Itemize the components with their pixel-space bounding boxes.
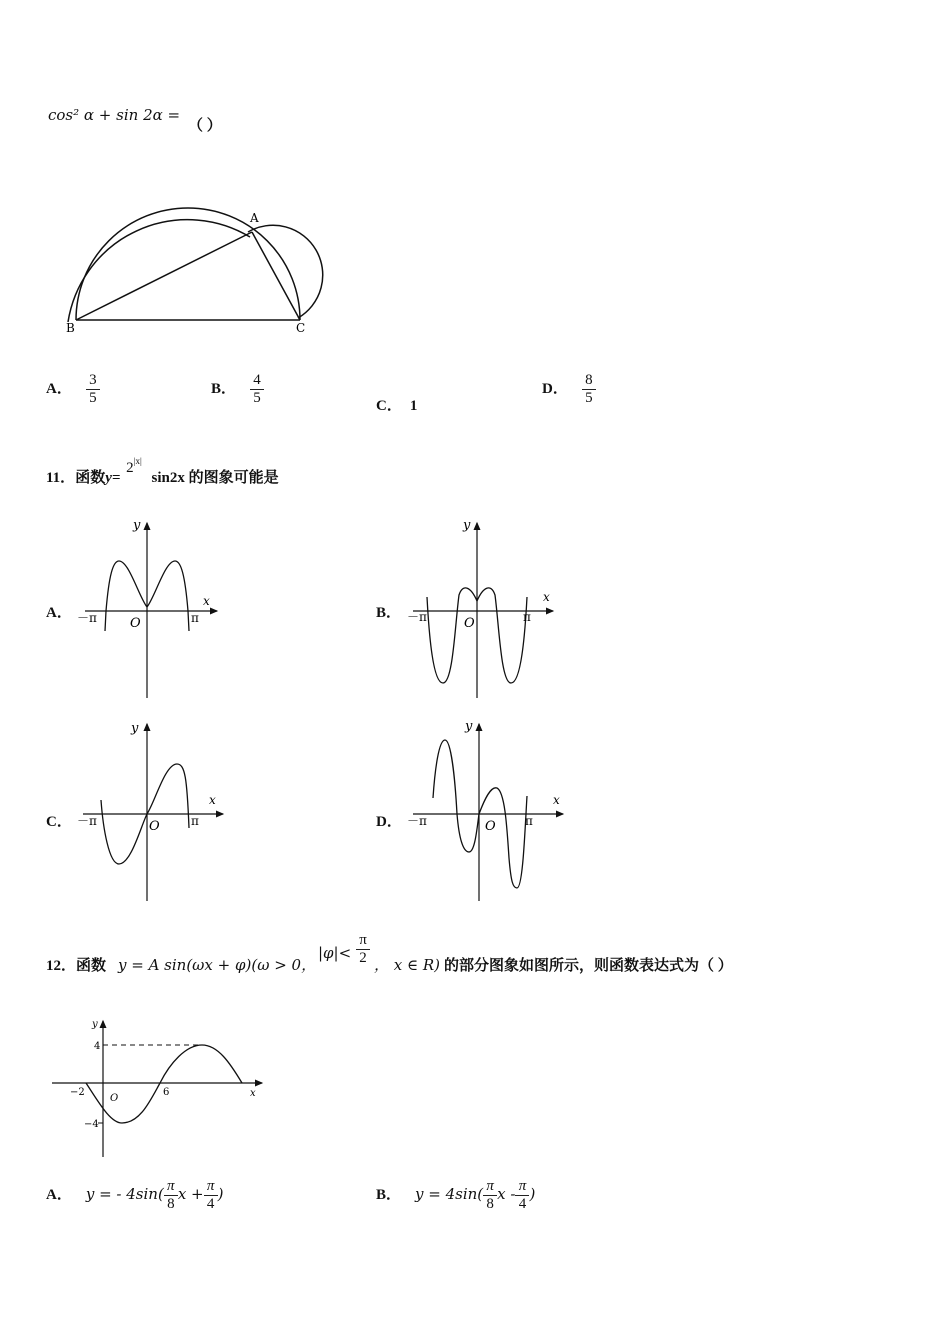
svg-text:4: 4 (94, 1041, 101, 1052)
svg-text:－π: －π (77, 814, 97, 828)
q10-point-c-label: C (296, 321, 306, 335)
svg-text:π: π (191, 611, 199, 625)
q11-number: 11． (46, 470, 76, 486)
q10-point-a-label: A (250, 211, 259, 225)
svg-text:y: y (131, 721, 139, 736)
svg-text:x: x (553, 793, 560, 807)
svg-text:y: y (92, 1019, 98, 1030)
q10-option-b[interactable] (211, 372, 264, 407)
q10-option-a-fraction: $\frac{3}{5}$ (86, 372, 100, 407)
svg-text:x: x (209, 793, 216, 807)
svg-text:O: O (110, 1093, 119, 1104)
svg-text:－π: －π (407, 814, 427, 828)
q12-phi-condition: |φ|< (318, 944, 352, 962)
q11-option-d-label[interactable]: D． (376, 814, 402, 830)
q11-option-c-label[interactable]: C． (46, 814, 72, 830)
q11-graph-c (75, 718, 235, 903)
svg-text:－π: －π (407, 610, 427, 624)
q11-graph-d (405, 718, 575, 903)
svg-text:x: x (543, 590, 550, 604)
q10-option-a-label: A． (46, 381, 72, 398)
q10-option-c-label: C． (376, 398, 402, 414)
q12-option-a-label: A． (46, 1187, 72, 1204)
q10-option-a[interactable] (46, 372, 100, 407)
q12-stem-tail: 的部分图象如图所示，则函数表达式为（ ） (444, 958, 733, 974)
q11-graph-a (75, 515, 225, 700)
q11-exponent: |x| (133, 456, 142, 466)
q12-stem: 12．函数 (46, 958, 107, 974)
q12-function: y = A sin(ωx + φ)(ω > 0， (118, 956, 317, 974)
q10-option-c[interactable] (376, 394, 417, 415)
q10-point-b-label: B (66, 321, 75, 335)
svg-text:x: x (250, 1088, 256, 1099)
svg-text:O: O (464, 616, 475, 631)
q12-option-a[interactable]: A． y = - 4sin( $\frac{\pi}{8}$ x + $\frac{\pi}{4}$ ) (46, 1178, 224, 1212)
svg-text:－π: －π (77, 611, 97, 625)
q11-func: sin2x (151, 470, 185, 486)
svg-text:−2: −2 (70, 1087, 85, 1098)
svg-text:6: 6 (163, 1087, 170, 1098)
q12-domain: ， x ∈ R) (374, 956, 441, 974)
q11-stem: 11．函数$y= 2^{|x|}$ sin2x 的图象可能是 (46, 456, 279, 486)
svg-text:y: y (133, 518, 141, 533)
svg-text:O: O (485, 819, 496, 834)
q11-option-b-label[interactable]: B． (376, 605, 402, 621)
svg-text:π: π (523, 610, 531, 624)
q10-option-c-value: 1 (409, 398, 418, 414)
svg-text:y: y (465, 719, 473, 734)
q12-option-b-label: B． (376, 1187, 402, 1204)
q11-base: 2 (126, 460, 134, 476)
q12-number: 12． (46, 958, 77, 974)
svg-text:y: y (463, 518, 471, 533)
q12-option-b[interactable]: B． y = 4sin( $\frac{\pi}{8}$ x - $\frac{\pi}{4}$ ) (376, 1178, 536, 1212)
svg-text:O: O (149, 819, 160, 834)
q10-option-b-fraction: $\frac{4}{5}$ (250, 372, 264, 407)
q12-graph (50, 1015, 270, 1160)
svg-text:x: x (203, 594, 210, 608)
q11-option-a-label[interactable]: A． (46, 605, 72, 621)
svg-text:π: π (525, 814, 533, 828)
svg-text:π: π (191, 814, 199, 828)
q10-option-b-label: B． (211, 381, 237, 398)
svg-text:−4: −4 (84, 1119, 99, 1130)
q10-option-d[interactable] (542, 372, 596, 407)
svg-text:O: O (130, 616, 141, 631)
q10-option-d-label: D． (542, 381, 568, 398)
q10-option-d-fraction: $\frac{8}{5}$ (582, 372, 596, 407)
q10-figure-circles (60, 170, 340, 340)
q10-expression: cos² α + sin 2α = (48, 106, 181, 124)
q10-answer-paren: （ ） (188, 118, 222, 134)
q11-graph-b (405, 515, 565, 700)
q12-pi-over-two: $\frac{\pi}{2}$ (356, 932, 370, 967)
